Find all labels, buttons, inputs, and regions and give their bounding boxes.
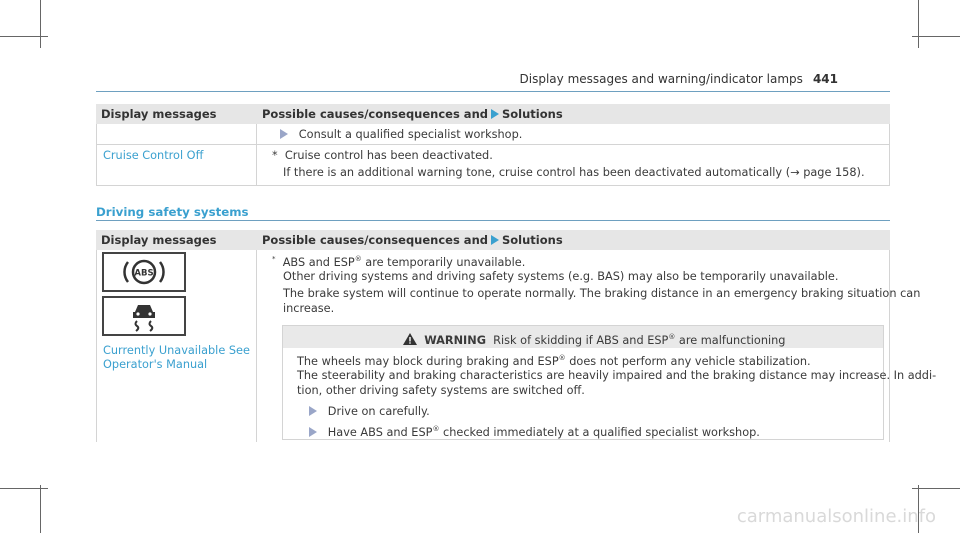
table-border [96,250,97,442]
warning-p2: The steerability and braking characteristics are heavily impaired and the braking distance may increase. In addi- [297,369,937,382]
warning-step-2: Have ABS and ESP® checked immediately at a qualified specialist workshop. [309,422,760,440]
cause-text-2: If there is an additional warning tone, cruise control has been deactivated automatically (→ page 158). [283,166,865,179]
table-header [96,104,890,124]
page-header [520,72,838,86]
table-divider [256,124,257,186]
header-title: Display messages and warning/indicator lamps [519,72,803,86]
page-link[interactable]: page 158). [803,166,865,179]
warning-p3: tion, other driving safety systems are switched off. [297,384,585,397]
page-number: 441 [812,72,838,86]
display-messages-table-2 [96,230,937,442]
warning-triangle-icon [403,333,417,345]
col-causes: Possible causes/consequences and Solutions [262,107,563,121]
crop-mark [918,0,919,48]
abs-icon-label: ABS [134,268,154,279]
watermark: carmanualsonline.info [736,506,936,527]
col-display-messages: Display messages [101,233,217,247]
section-rule [96,220,890,221]
row-divider [96,185,890,186]
cause-line-2: Other driving systems and driving safety systems (e.g. BAS) may also be temporarily unavailable. [283,270,839,283]
col-causes: Possible causes/consequences and Solutions [262,233,563,247]
row-divider [96,144,890,145]
display-messages-table-1 [96,104,890,186]
table-divider [256,250,257,442]
header-rule [96,91,890,92]
section-title: Driving safety systems [96,205,249,219]
warning-p1: The wheels may block during braking and ESP® does not perform any vehicle stabilization. [297,354,811,368]
solution-step: Consult a qualified specialist workshop. [280,127,522,142]
message-cruise-control-off: Cruise Control Off [103,149,204,162]
cause-line-4: increase. [283,302,335,315]
crop-mark [912,488,960,489]
table-border [889,124,890,186]
col-display-messages: Display messages [101,107,217,121]
warning-title: WARNING Risk of skidding if ABS and ESP® are malfunctioning [403,330,785,348]
message-currently-unavailable: Currently Unavailable See Operator's Manual [103,344,250,371]
crop-mark [40,485,41,533]
abs-warning-icon [102,252,186,292]
table-header [96,230,890,250]
step-arrow-icon [309,427,317,437]
cause-line-1: * ABS and ESP® are temporarily unavailable. [272,255,526,269]
table-border [96,124,97,186]
cause-line-3: The brake system will continue to operate normally. The braking distance in an emergency braking situation can [283,287,921,300]
warning-step-1: Drive on carefully. [309,404,430,419]
arrow-icon [491,109,499,119]
step-arrow-icon [280,129,288,139]
arrow-icon [491,235,499,245]
esp-skid-icon [102,296,186,336]
crop-mark [912,36,960,37]
step-arrow-icon [309,406,317,416]
crop-mark [40,0,41,48]
table-border [889,250,890,442]
warning-box [282,325,937,440]
cause-text: * Cruise control has been deactivated. [272,149,493,162]
